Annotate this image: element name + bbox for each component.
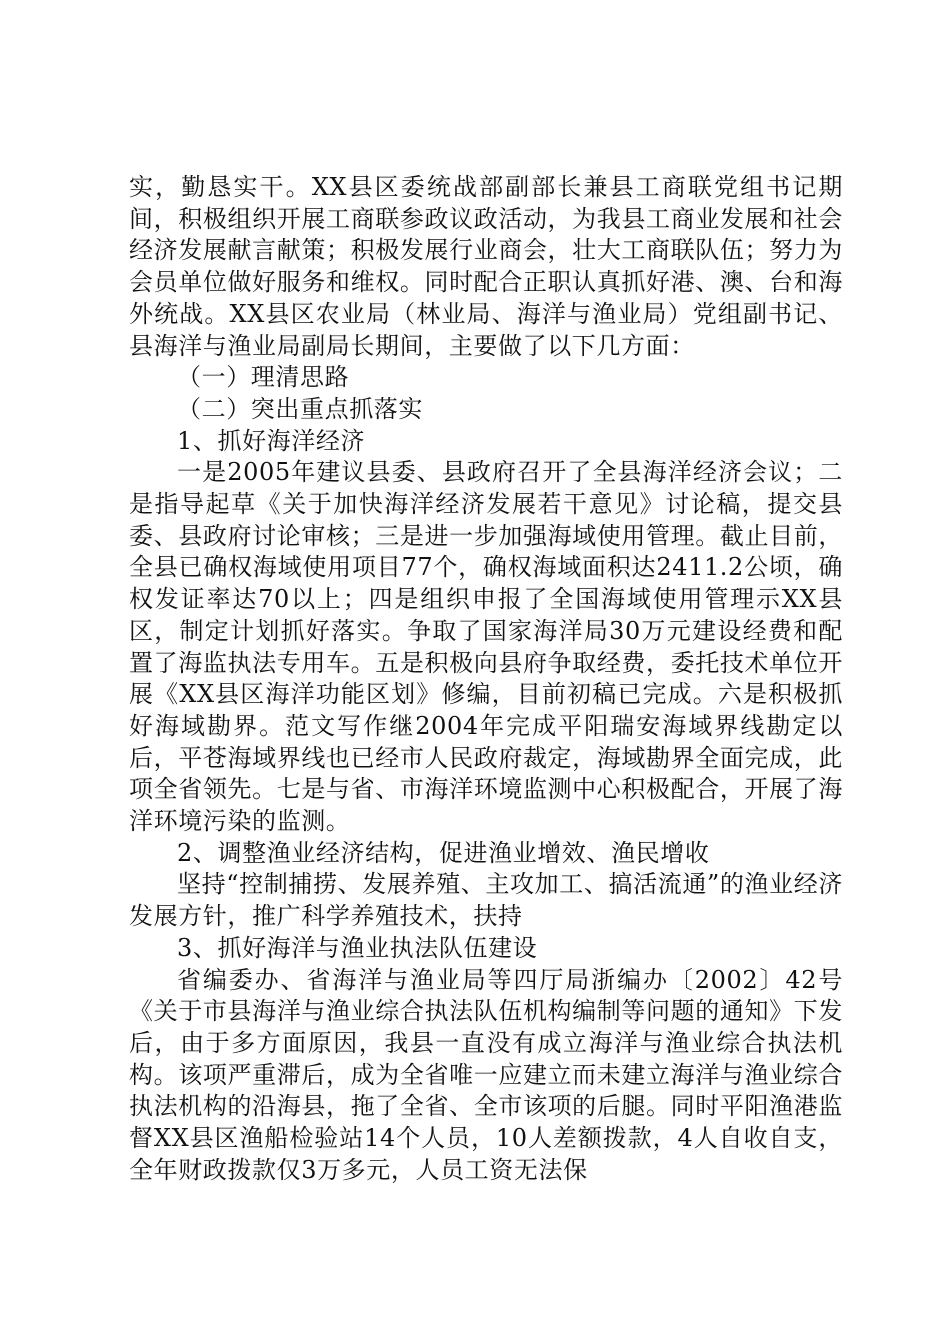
subsection-heading-3: 3、抓好海洋与渔业执法队伍建设 bbox=[177, 933, 538, 962]
paragraph-law-enforcement: 省编委办、省海洋与渔业局等四厅局浙编办〔2002〕42号《关于市县海洋与渔业综合执法队伍机构编制等问题的通知》下发后，由于多方面原因，我县一直没有成立海洋与渔业综合执法机构。该项严重滞后，成为全省唯一应建立而未建立海洋与渔业综合执法机构的沿海县，拖了全省、全市该项的后腿。同时平阳渔港监督XX县区渔船检验站14个人员，10人差额拨款，4人自收自支，全年财政拨款仅3万多元，人员工资无法保 bbox=[129, 965, 843, 1184]
subsection-heading-1: 1、抓好海洋经济 bbox=[177, 426, 366, 455]
paragraph-fishery-structure: 坚持“控制捕捞、发展养殖、主攻加工、搞活流通”的渔业经济发展方针，推广科学养殖技术，扶持 bbox=[129, 870, 843, 931]
section-heading-2: （二）突出重点抓落实 bbox=[177, 394, 423, 423]
document-body bbox=[129, 172, 843, 1187]
subsection-heading-2: 2、调整渔业经济结构，促进渔业增效、渔民增收 bbox=[177, 838, 710, 867]
paragraph-marine-economy: 一是2005年建议县委、县政府召开了全县海洋经济会议；二是指导起草《关于加快海洋经济发展若干意见》讨论稿，提交县委、县政府讨论审核；三是进一步加强海域使用管理。截止目前，全县已确权海域使用项目77个，确权海域面积达2411.2公顷，确权发证率达70以上；四是组织申报了全国海域使用管理示XX县区，制定计划抓好落实。争取了国家海洋局30万元建设经费和配置了海监执法专用车。五是积极向县府争取经费，委托技术单位开展《XX县区海洋功能区划》修编，目前初稿已完成。六是积极抓好海域勘界。范文写作继2004年完成平阳瑞安海域界线勘定以后，平苍海域界线也已经市人民政府裁定，海域勘界全面完成，此项全省领先。七是与省、市海洋环境监测中心积极配合，开展了海洋环境污染的监测。 bbox=[129, 458, 843, 836]
paragraph-intro: 实，勤恳实干。XX县区委统战部副部长兼县工商联党组书记期间，积极组织开展工商联参政议政活动，为我县工商业发展和社会经济发展献言献策；积极发展行业商会，壮大工商联队伍；努力为会员单位做好服务和维权。同时配合正职认真抓好港、澳、台和海外统战。XX县区农业局（林业局、海洋与渔业局）党组副书记、县海洋与渔业局副局长期间，主要做了以下几方面： bbox=[129, 173, 843, 360]
section-heading-1: （一）理清思路 bbox=[177, 363, 350, 392]
